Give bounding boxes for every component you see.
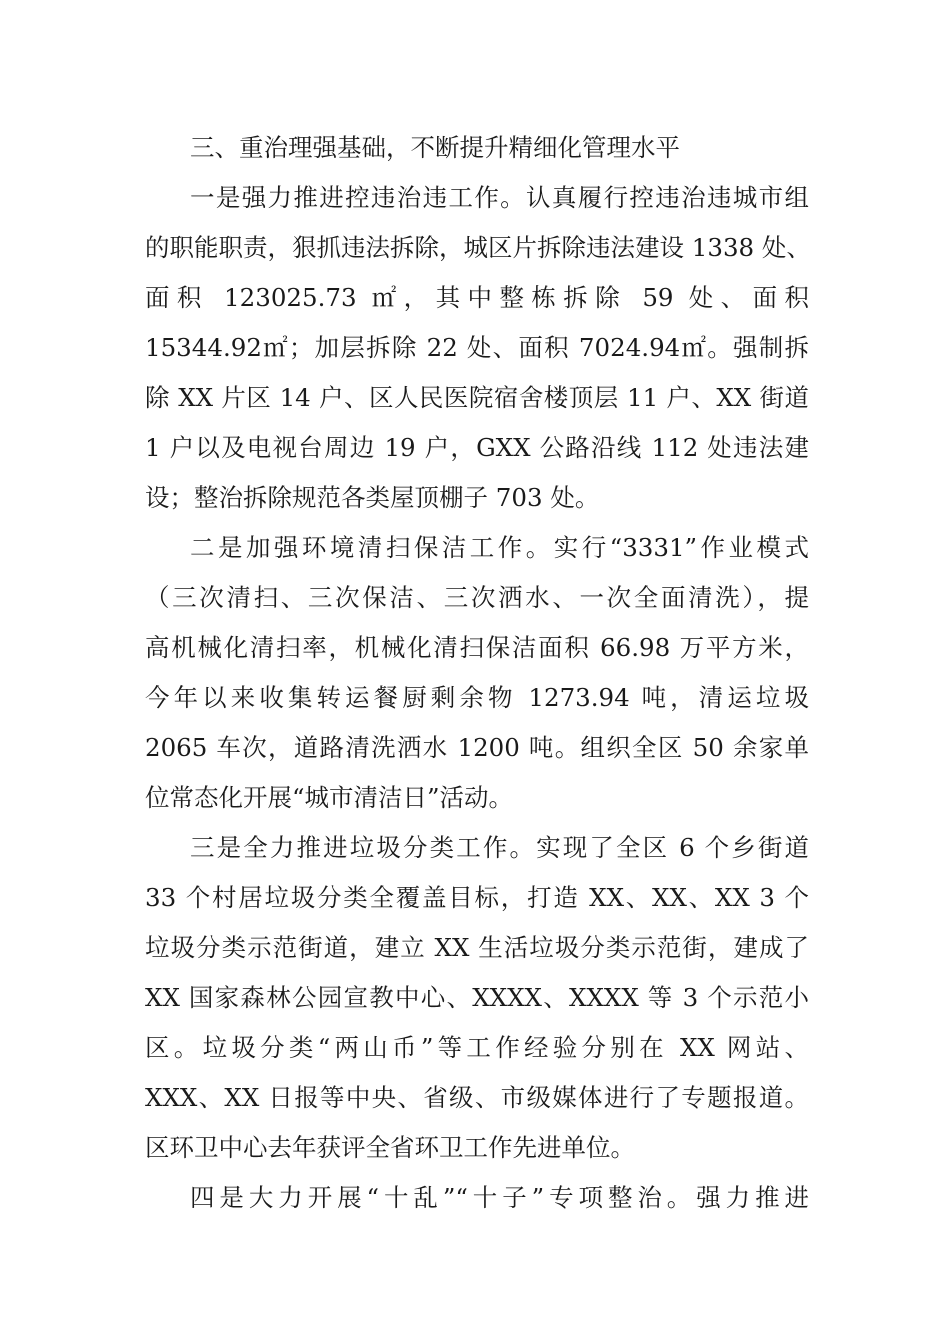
- paragraph-1-line-1: 一是强力推进控违治违工作。认真履行控违治违城市组: [190, 183, 809, 212]
- section-heading: 三、重治理强基础，不断提升精细化管理水平: [190, 133, 680, 162]
- paragraph-2-line-3: 高机械化清扫率，机械化清扫保洁面积 66.98 万平方米，: [145, 633, 809, 662]
- paragraph-3-line-7: 区环卫中心去年获评全省环卫工作先进单位。: [145, 1133, 635, 1162]
- paragraph-1-line-4: 15344.92㎡；加层拆除 22 处、面积 7024.94㎡。强制拆: [145, 333, 809, 362]
- paragraph-1-line-2: 的职能职责，狠抓违法拆除，城区片拆除违法建设 1338 处、: [145, 233, 811, 262]
- paragraph-4-line-1: 四是大力开展“十乱”“十子”专项整治。强力推进: [190, 1183, 809, 1212]
- paragraph-1-line-7: 设；整治拆除规范各类屋顶棚子 703 处。: [145, 483, 600, 512]
- paragraph-3-line-1: 三是全力推进垃圾分类工作。实现了全区 6 个乡街道: [190, 833, 809, 862]
- paragraph-3-line-6: XXX、XX 日报等中央、省级、市级媒体进行了专题报道。: [145, 1083, 809, 1112]
- paragraph-3-line-2: 33 个村居垃圾分类全覆盖目标，打造 XX、XX、XX 3 个: [145, 883, 809, 912]
- paragraph-1-line-5: 除 XX 片区 14 户、区人民医院宿舍楼顶层 11 户、XX 街道: [145, 383, 809, 412]
- paragraph-3-line-3: 垃圾分类示范街道，建立 XX 生活垃圾分类示范街，建成了: [145, 933, 809, 962]
- paragraph-3-line-4: XX 国家森林公园宣教中心、XXXX、XXXX 等 3 个示范小: [145, 983, 809, 1012]
- paragraph-3-line-5: 区。垃圾分类“两山币”等工作经验分别在 XX 网站、: [145, 1033, 809, 1062]
- paragraph-2-line-2: （三次清扫、三次保洁、三次洒水、一次全面清洗），提: [145, 583, 809, 612]
- paragraph-1-line-3: 面积 123025.73 ㎡，其中整栋拆除 59 处、面积: [145, 283, 809, 312]
- paragraph-2-line-5: 2065 车次，道路清洗洒水 1200 吨。组织全区 50 余家单: [145, 733, 809, 762]
- paragraph-1-line-6: 1 户以及电视台周边 19 户，GXX 公路沿线 112 处违法建: [145, 433, 809, 462]
- paragraph-2-line-1: 二是加强环境清扫保洁工作。实行“3331”作业模式: [190, 533, 809, 562]
- paragraph-2-line-6: 位常态化开展“城市清洁日”活动。: [145, 783, 514, 812]
- paragraph-2-line-4: 今年以来收集转运餐厨剩余物 1273.94 吨，清运垃圾: [145, 683, 809, 712]
